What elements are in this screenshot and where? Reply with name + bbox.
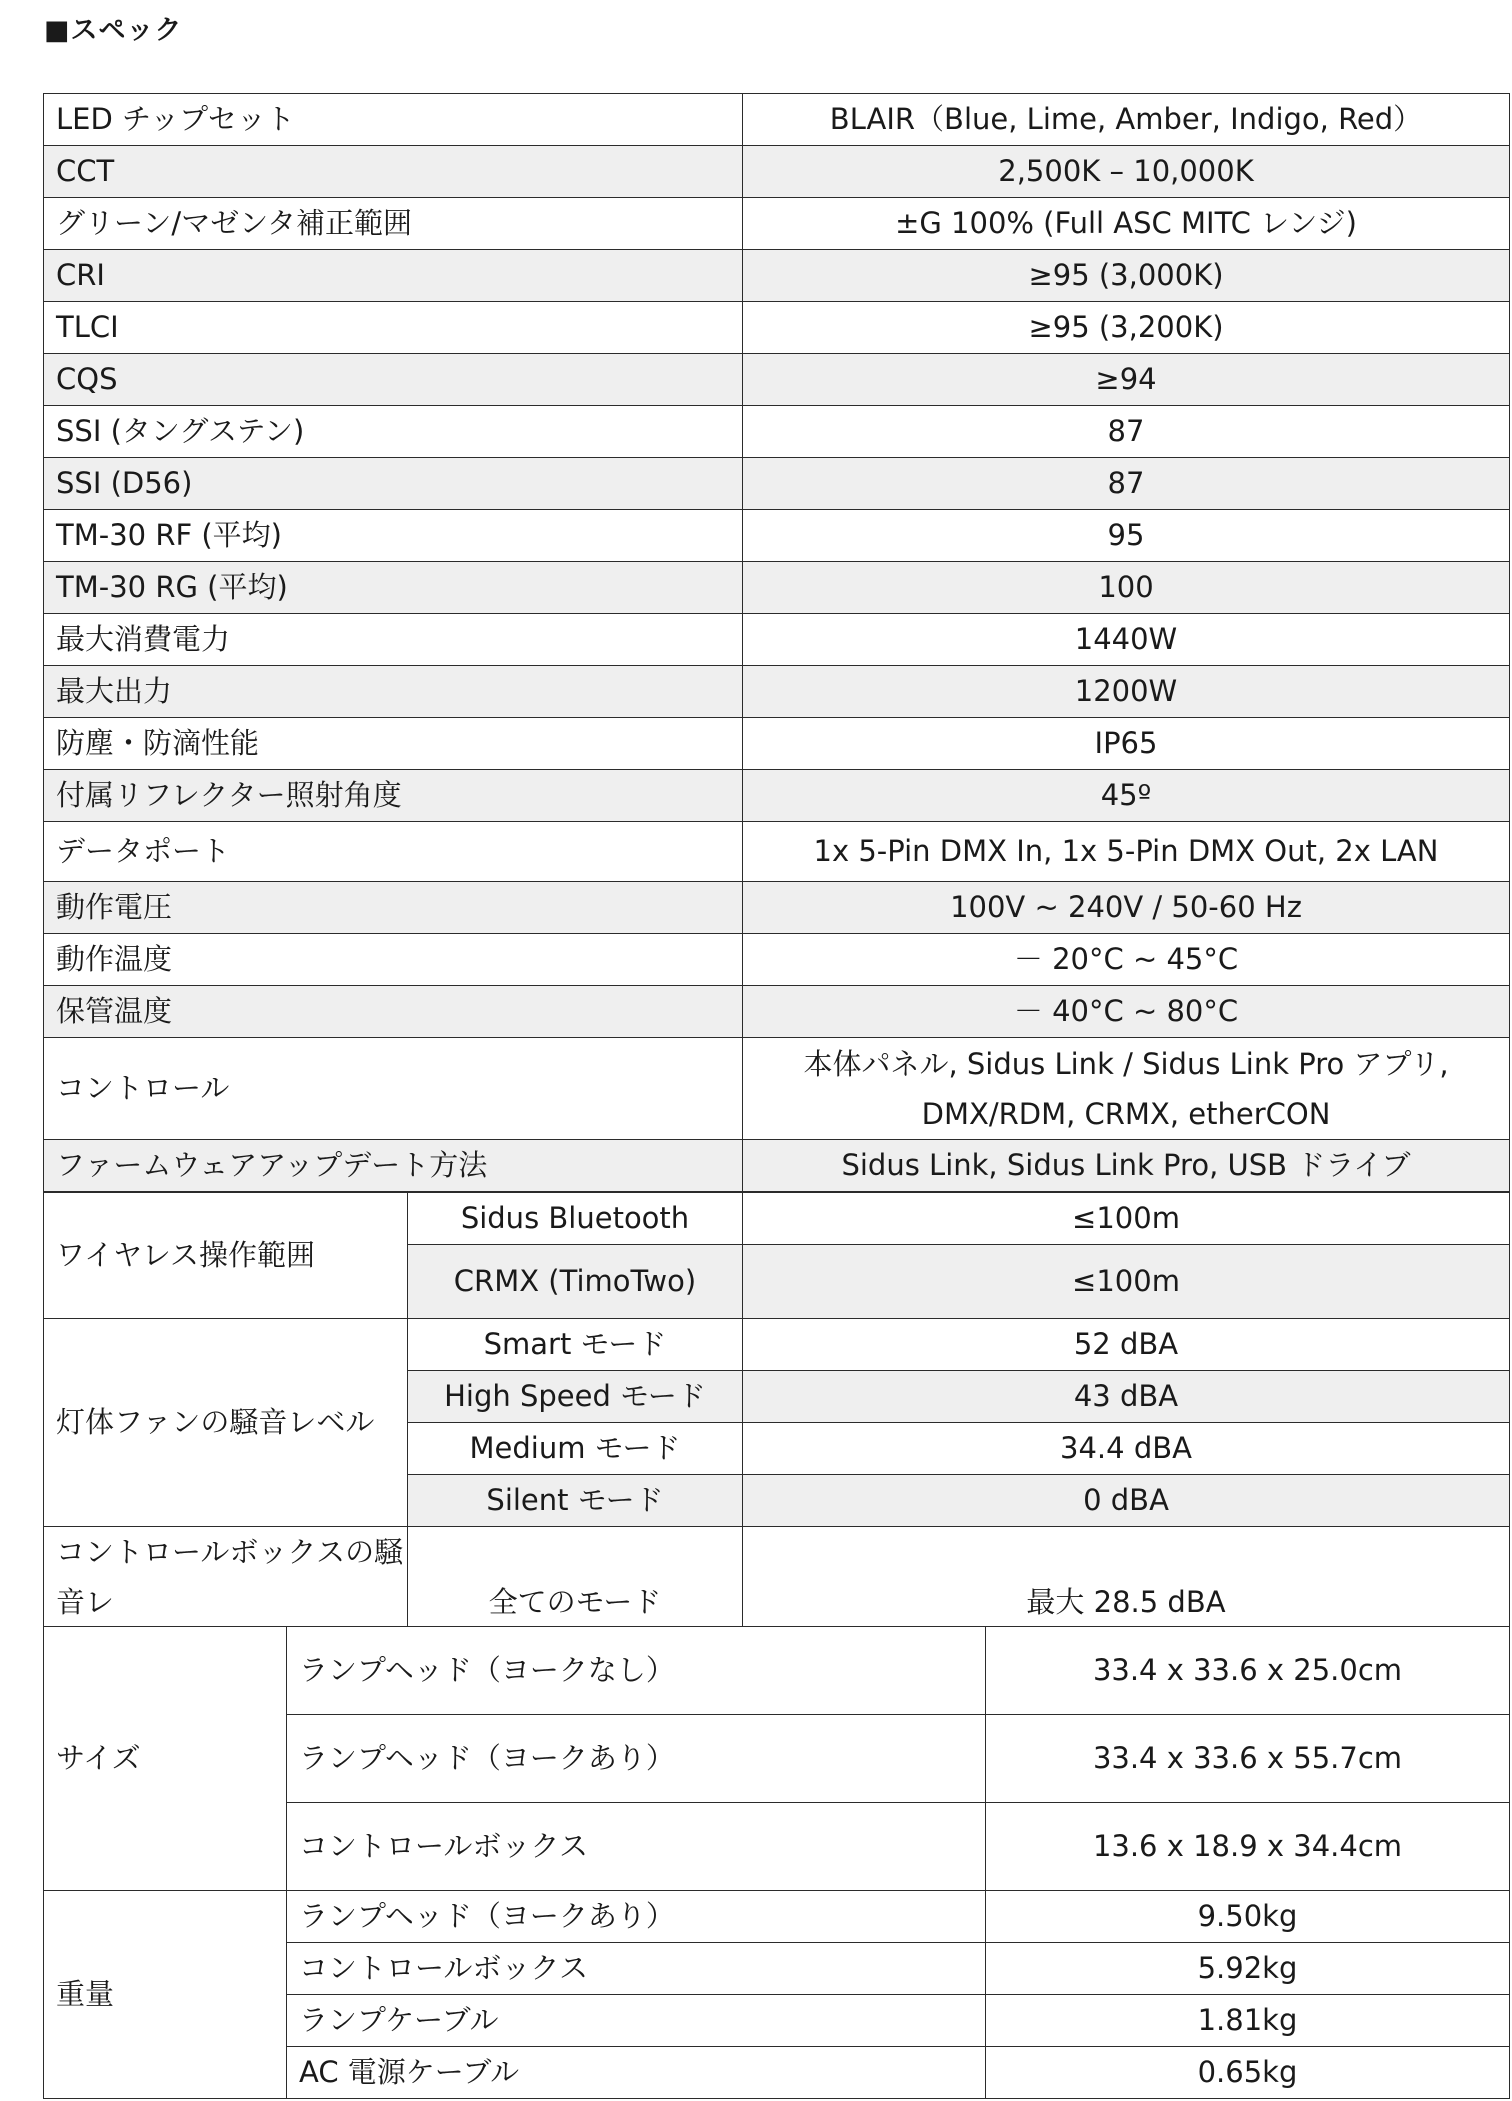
- table-row: [44, 458, 1510, 510]
- spec-value: － 20°C ~ 45°C: [743, 934, 1510, 986]
- spec-value: 1.81kg: [986, 1995, 1510, 2047]
- spec-value: 0 dBA: [743, 1475, 1510, 1527]
- group-label: 重量: [44, 1891, 287, 2099]
- table-row: [44, 666, 1510, 718]
- spec-value: 5.92kg: [986, 1943, 1510, 1995]
- sub-label: High Speed モード: [408, 1371, 743, 1423]
- table-row: [44, 770, 1510, 822]
- sub-label: ランプヘッド（ヨークなし）: [287, 1627, 986, 1715]
- spec-value: 9.50kg: [986, 1891, 1510, 1943]
- spec-value: ≥95 (3,200K): [743, 302, 1510, 354]
- table-row: [44, 510, 1510, 562]
- spec-label: 動作温度: [44, 934, 743, 986]
- spec-value: 45º: [743, 770, 1510, 822]
- spec-label: 保管温度: [44, 986, 743, 1038]
- spec-label: グリーン/マゼンタ補正範囲: [44, 198, 743, 250]
- sub-label: ランプケーブル: [287, 1995, 986, 2047]
- sub-label: コントロールボックス: [287, 1943, 986, 1995]
- spec-value: 34.4 dBA: [743, 1423, 1510, 1475]
- spec-value: 87: [743, 458, 1510, 510]
- table-row: [44, 1038, 1510, 1140]
- table-row: [44, 198, 1510, 250]
- spec-label: CQS: [44, 354, 743, 406]
- table-row: [44, 986, 1510, 1038]
- spec-value: 87: [743, 406, 1510, 458]
- group-label-line: コントロールボックスの騒音レ: [56, 1535, 404, 1619]
- sub-label: Sidus Bluetooth: [408, 1193, 743, 1245]
- sub-label: コントロールボックス: [287, 1803, 986, 1891]
- spec-value-line: DMX/RDM, CRMX, etherCON: [921, 1096, 1331, 1131]
- group-label: サイズ: [44, 1627, 287, 1891]
- table-row: [44, 1140, 1510, 1192]
- sub-label: ランプヘッド（ヨークあり）: [287, 1891, 986, 1943]
- table-row: [44, 302, 1510, 354]
- spec-label: 付属リフレクター照射角度: [44, 770, 743, 822]
- spec-value: － 40°C ~ 80°C: [743, 986, 1510, 1038]
- table-row: [44, 562, 1510, 614]
- spec-value: 100: [743, 562, 1510, 614]
- spec-value: 100V ~ 240V / 50-60 Hz: [743, 882, 1510, 934]
- spec-value: ≥94: [743, 354, 1510, 406]
- table-row: [44, 1319, 1510, 1371]
- spec-value-line: 本体パネル, Sidus Link / Sidus Link Pro アプリ,: [803, 1046, 1449, 1081]
- spec-value: ≤100m: [743, 1245, 1510, 1319]
- table-row: [44, 250, 1510, 302]
- table-row: [44, 822, 1510, 882]
- table-row: [44, 354, 1510, 406]
- spec-value: 1200W: [743, 666, 1510, 718]
- spec-label: TM-30 RF (平均): [44, 510, 743, 562]
- spec-value: 1x 5-Pin DMX In, 1x 5-Pin DMX Out, 2x LAN: [743, 822, 1510, 882]
- spec-value: 52 dBA: [743, 1319, 1510, 1371]
- spec-value: 最大 28.5 dBA: [743, 1527, 1510, 1678]
- sub-label: Medium モード: [408, 1423, 743, 1475]
- spec-label: CRI: [44, 250, 743, 302]
- table-row: [44, 406, 1510, 458]
- spec-value: [743, 1038, 1510, 1140]
- spec-value: ≤100m: [743, 1193, 1510, 1245]
- group-label: ワイヤレス操作範囲: [44, 1193, 408, 1319]
- spec-label: SSI (D56): [44, 458, 743, 510]
- table-row: [44, 718, 1510, 770]
- spec-label: 最大出力: [44, 666, 743, 718]
- spec-label: 最大消費電力: [44, 614, 743, 666]
- sub-label: 全てのモード: [408, 1527, 743, 1678]
- table-row: [44, 146, 1510, 198]
- table-row: [44, 94, 1510, 146]
- table-row: [44, 1891, 1510, 1943]
- spec-table: [43, 93, 1510, 1192]
- spec-label: CCT: [44, 146, 743, 198]
- spec-value: 1440W: [743, 614, 1510, 666]
- spec-value: ≥95 (3,000K): [743, 250, 1510, 302]
- sub-label: ランプヘッド（ヨークあり）: [287, 1715, 986, 1803]
- spec-value: 13.6 x 18.9 x 34.4cm: [986, 1803, 1510, 1891]
- spec-label: TM-30 RG (平均): [44, 562, 743, 614]
- spec-value: 2,500K – 10,000K: [743, 146, 1510, 198]
- page-title: ■スペック: [44, 15, 183, 46]
- table-row: [44, 882, 1510, 934]
- spec-label: コントロール: [44, 1038, 743, 1140]
- size-weight-table: [43, 1626, 1510, 2099]
- table-row: [44, 1627, 1510, 1715]
- group-label: 灯体ファンの騒音レベル: [44, 1319, 408, 1527]
- sub-label: AC 電源ケーブル: [287, 2047, 986, 2099]
- sub-label: CRMX (TimoTwo): [408, 1245, 743, 1319]
- spec-table-grouped: [43, 1192, 1510, 1678]
- table-row: [44, 934, 1510, 986]
- spec-label: ファームウェアアップデート方法: [44, 1140, 743, 1192]
- spec-label: TLCI: [44, 302, 743, 354]
- spec-value: 0.65kg: [986, 2047, 1510, 2099]
- sub-label: Silent モード: [408, 1475, 743, 1527]
- spec-label: 防塵・防滴性能: [44, 718, 743, 770]
- spec-label: SSI (タングステン): [44, 406, 743, 458]
- spec-label: データポート: [44, 822, 743, 882]
- spec-value: 43 dBA: [743, 1371, 1510, 1423]
- spec-label: 動作電圧: [44, 882, 743, 934]
- table-row: [44, 614, 1510, 666]
- table-row: [44, 1193, 1510, 1245]
- spec-label: LED チップセット: [44, 94, 743, 146]
- sub-label: Smart モード: [408, 1319, 743, 1371]
- spec-value: 95: [743, 510, 1510, 562]
- spec-value: ±G 100% (Full ASC MITC レンジ): [743, 198, 1510, 250]
- spec-value: 33.4 x 33.6 x 55.7cm: [986, 1715, 1510, 1803]
- spec-value: Sidus Link, Sidus Link Pro, USB ドライブ: [743, 1140, 1510, 1192]
- spec-value: BLAIR（Blue, Lime, Amber, Indigo, Red）: [743, 94, 1510, 146]
- spec-value: 33.4 x 33.6 x 25.0cm: [986, 1627, 1510, 1715]
- spec-value: IP65: [743, 718, 1510, 770]
